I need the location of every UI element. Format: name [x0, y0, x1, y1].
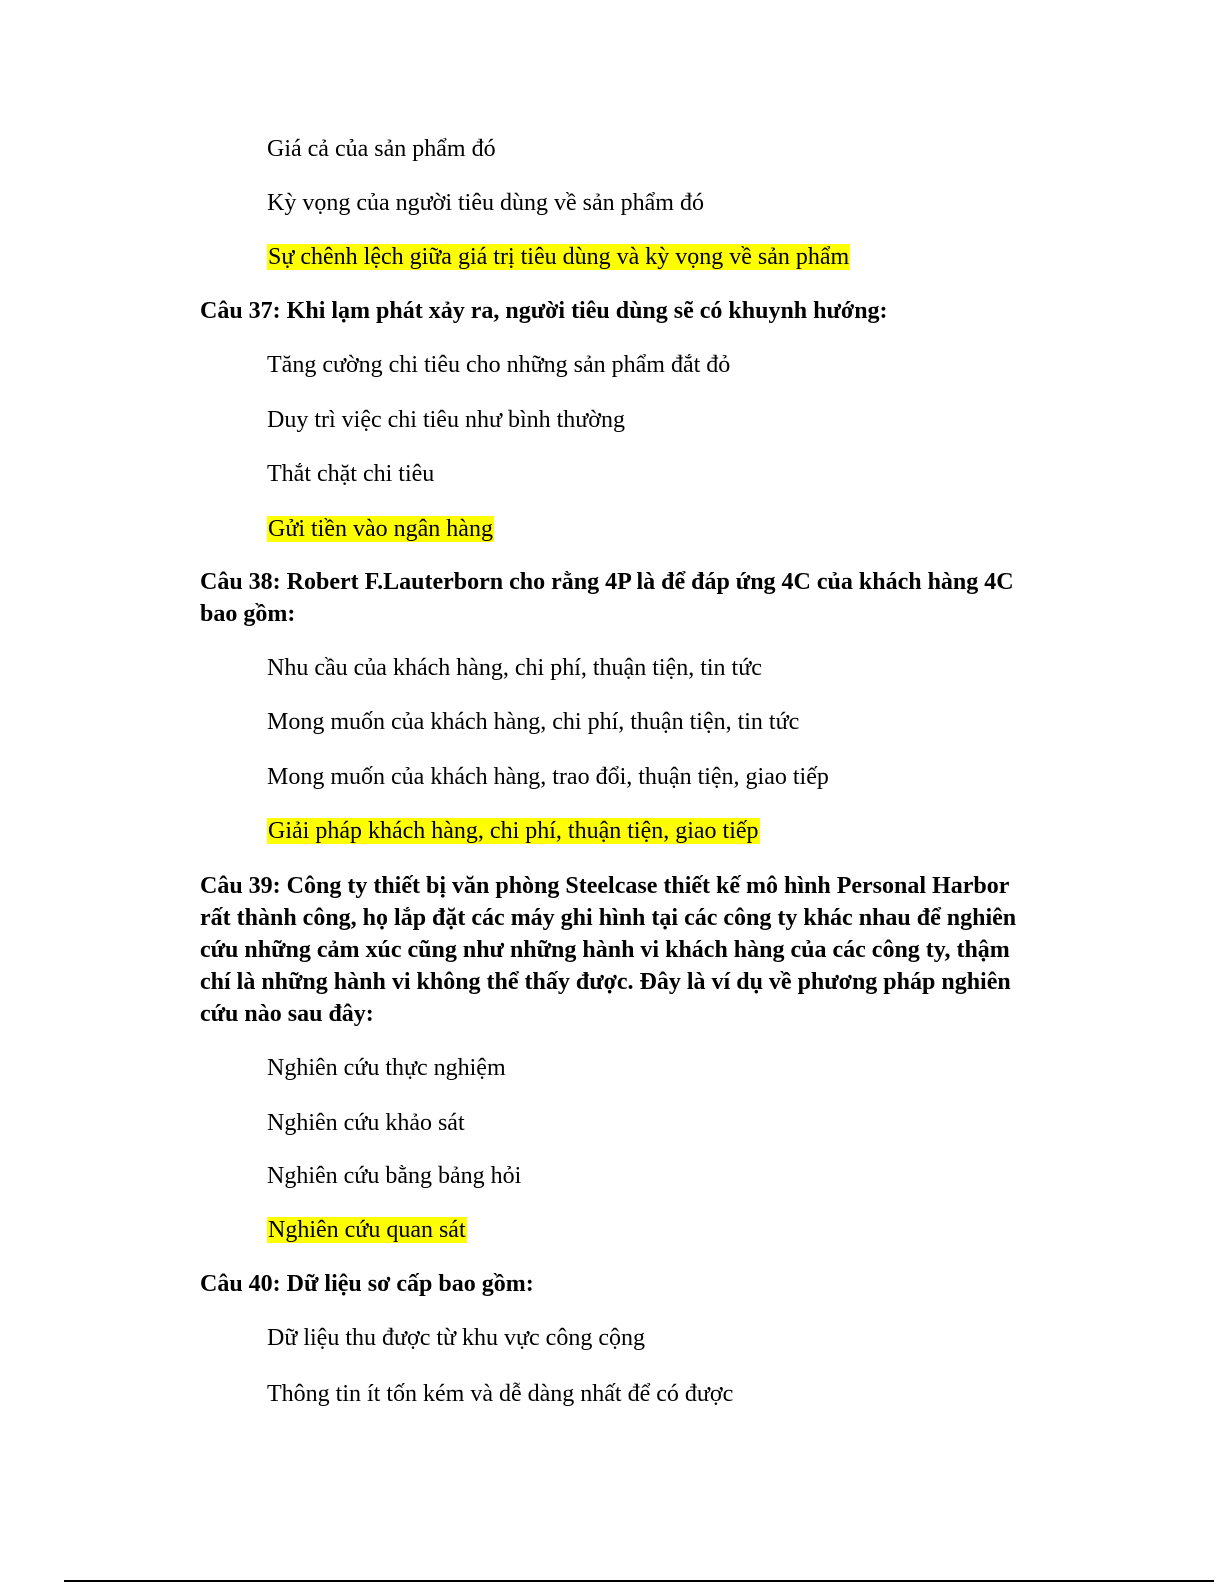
option-text: Dữ liệu thu được từ khu vực công cộng [267, 1325, 645, 1351]
highlighted-answer: Nghiên cứu quan sát [268, 1217, 466, 1243]
answer-option [267, 1053, 506, 1083]
question-39-line-5 [200, 999, 374, 1029]
question-40 [200, 1269, 534, 1299]
option-text: Nhu cầu của khách hàng, chi phí, thuận tiện, tin tức [267, 655, 762, 681]
question-39-line-1 [200, 871, 1009, 901]
option-text: Nghiên cứu thực nghiệm [267, 1055, 506, 1081]
question-38-line-2 [200, 599, 295, 629]
question-39-line-2 [200, 903, 1016, 933]
highlighted-answer: Gửi tiền vào ngân hàng [268, 516, 493, 542]
answer-option [267, 707, 799, 737]
question-text: cứu nào sau đây: [200, 1001, 374, 1027]
option-text: Nghiên cứu bằng bảng hỏi [267, 1163, 522, 1189]
answer-option [267, 188, 704, 218]
answer-option [267, 405, 625, 435]
answer-option [267, 1379, 733, 1409]
page-bottom-edge [64, 1580, 1214, 1582]
question-text: Câu 39: Công ty thiết bị văn phòng Steelcase thiết kế mô hình Personal Harbor [200, 873, 1010, 899]
option-text: Kỳ vọng của người tiêu dùng về sản phẩm đó [267, 190, 704, 216]
answer-option [267, 653, 762, 683]
answer-option-correct [267, 514, 494, 544]
question-text: Câu 40: Dữ liệu sơ cấp bao gồm: [200, 1271, 534, 1297]
option-text: Mong muốn của khách hàng, chi phí, thuận tiện, tin tức [267, 709, 800, 735]
option-text: Giá cả của sản phẩm đó [267, 136, 496, 162]
highlighted-answer: Giải pháp khách hàng, chi phí, thuận tiện, giao tiếp [268, 818, 759, 844]
answer-option-correct [267, 1215, 467, 1245]
question-38-line-1 [200, 567, 1014, 597]
question-text: Câu 37: Khi lạm phát xảy ra, người tiêu dùng sẽ có khuynh hướng: [200, 298, 888, 324]
question-text: cứu những cảm xúc cũng như những hành vi khách hàng của các công ty, thậm [200, 937, 1010, 963]
question-text: bao gồm: [200, 601, 296, 627]
question-text: chí là những hành vi không thể thấy được. Đây là ví dụ về phương pháp nghiên [200, 969, 1011, 995]
question-text: Câu 38: Robert F.Lauterborn cho rằng 4P là để đáp ứng 4C của khách hàng 4C [200, 569, 1014, 595]
question-37 [200, 296, 888, 326]
answer-option [267, 350, 730, 380]
answer-option [267, 459, 434, 489]
option-text: Thắt chặt chi tiêu [267, 461, 435, 487]
answer-option [267, 1108, 465, 1138]
question-text: rất thành công, họ lắp đặt các máy ghi hình tại các công ty khác nhau để nghiên [200, 905, 1017, 931]
answer-option [267, 134, 496, 164]
answer-option [267, 1161, 521, 1191]
option-text: Tăng cường chi tiêu cho những sản phẩm đắt đỏ [267, 352, 731, 378]
answer-option-correct [267, 242, 850, 272]
question-39-line-3 [200, 935, 1010, 965]
question-39-line-4 [200, 967, 1011, 997]
answer-option [267, 1323, 645, 1353]
answer-option [267, 762, 829, 792]
answer-option-correct [267, 816, 760, 846]
option-text: Thông tin ít tốn kém và dễ dàng nhất để có được [267, 1381, 734, 1407]
option-text: Nghiên cứu khảo sát [267, 1110, 465, 1136]
option-text: Mong muốn của khách hàng, trao đổi, thuận tiện, giao tiếp [267, 764, 829, 790]
option-text: Duy trì việc chi tiêu như bình thường [267, 407, 625, 433]
highlighted-answer: Sự chênh lệch giữa giá trị tiêu dùng và kỳ vọng về sản phẩm [268, 244, 850, 270]
